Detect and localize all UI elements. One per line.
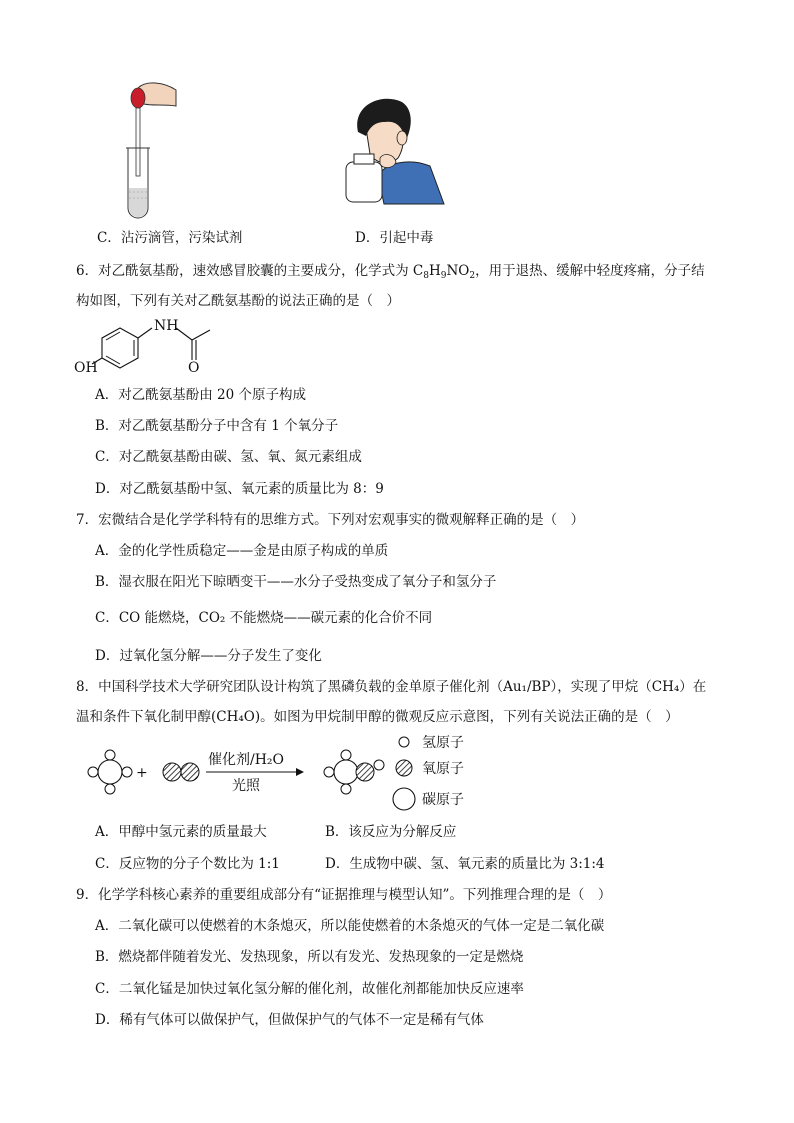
dropper-test-tube-illustration: [120, 78, 190, 220]
o-label: O: [188, 360, 200, 376]
legend-hydrogen: 氢原子: [422, 735, 464, 751]
condition-catalyst: 催化剂/H₂O: [208, 752, 285, 768]
q9-option-c: C．二氧化锰是加快过氧化氢分解的催化剂，故催化剂都能加快反应速率: [95, 981, 524, 997]
q7-option-c: C．CO 能燃烧，CO₂ 不能燃烧——碳元素的化合价不同: [95, 610, 433, 626]
q7-option-b: B．湿衣服在阳光下晾晒变干——水分子受热变成了氧分子和氢分子: [95, 574, 497, 590]
legend: [393, 735, 464, 810]
nh-label: NH: [154, 318, 179, 334]
plus-sign: +: [136, 765, 148, 781]
legend-oxygen: 氧原子: [422, 761, 464, 777]
boy-smelling-bottle-illustration: [340, 92, 446, 206]
legend-carbon: 碳原子: [422, 792, 464, 808]
q8-option-a: A．甲醇中氢元素的质量最大: [95, 824, 267, 840]
q8-stem-line1: 8．中国科学技术大学研究团队设计构筑了黑磷负载的金单原子催化剂（Au₁/BP），实现了甲烷（CH₄）在: [76, 679, 707, 695]
q8-option-c: C．反应物的分子个数比为 1:1: [95, 856, 280, 872]
oxygen-molecule: [163, 763, 199, 781]
oh-label: OH: [74, 360, 98, 376]
q6-stem-line1: 6．对乙酰氨基酚，速效感冒胶囊的主要成分，化学式为 $C_8H_9NO_2$，用于退热、缓解中轻度疼痛，分子结: [76, 263, 705, 281]
q7-option-d: D．过氧化氢分解——分子发生了变化: [95, 648, 322, 664]
methanol-molecule: [324, 750, 384, 794]
q5-option-c: C．沾污滴管，污染试剂: [97, 230, 243, 246]
q6-stem-line2: 构如图，下列有关对乙酰氨基酚的说法正确的是（ ）: [76, 293, 400, 309]
q8-option-b: B．该反应为分解反应: [325, 824, 457, 840]
methane-to-methanol-reaction-diagram: [70, 728, 490, 814]
q6-option-b: B．对乙酰氨基酚分子中含有 1 个氧分子: [95, 418, 339, 434]
acetaminophen-structure: [70, 314, 230, 376]
q7-option-a: A．金的化学性质稳定——金是由原子构成的单质: [95, 543, 389, 559]
q6-option-a: A．对乙酰氨基酚由 20 个原子构成: [95, 387, 307, 403]
q9-stem: 9．化学学科核心素养的重要组成部分有“证据推理与模型认知”。下列推理合理的是（ ）: [76, 887, 612, 903]
q6-option-c: C．对乙酰氨基酚由碳、氢、氧、氮元素组成: [95, 449, 362, 465]
condition-light: 光照: [232, 778, 260, 794]
q8-option-d: D．生成物中碳、氢、氧元素的质量比为 3:1:4: [325, 856, 605, 872]
q6-option-d: D．对乙酰氨基酚中氢、氧元素的质量比为 8：9: [95, 481, 384, 497]
q5-option-d: D．引起中毒: [355, 230, 434, 246]
methane-molecule: [88, 750, 132, 794]
q7-stem: 7．宏微结合是化学学科特有的思维方式。下列对宏观事实的微观解释正确的是（ ）: [76, 512, 585, 528]
q9-option-a: A．二氧化碳可以使燃着的木条熄灭，所以能使燃着的木条熄灭的气体一定是二氧化碳: [95, 918, 605, 934]
q9-option-b: B．燃烧都伴随着发光、发热现象，所以有发光、发热现象的一定是燃烧: [95, 949, 524, 965]
q8-stem-line2: 温和条件下氧化制甲醇(CH₄O)。如图为甲烷制甲醇的微观反应示意图，下列有关说法正确的是（ ）: [76, 709, 679, 725]
q9-option-d: D．稀有气体可以做保护气，但做保护气的气体不一定是稀有气体: [95, 1012, 484, 1028]
